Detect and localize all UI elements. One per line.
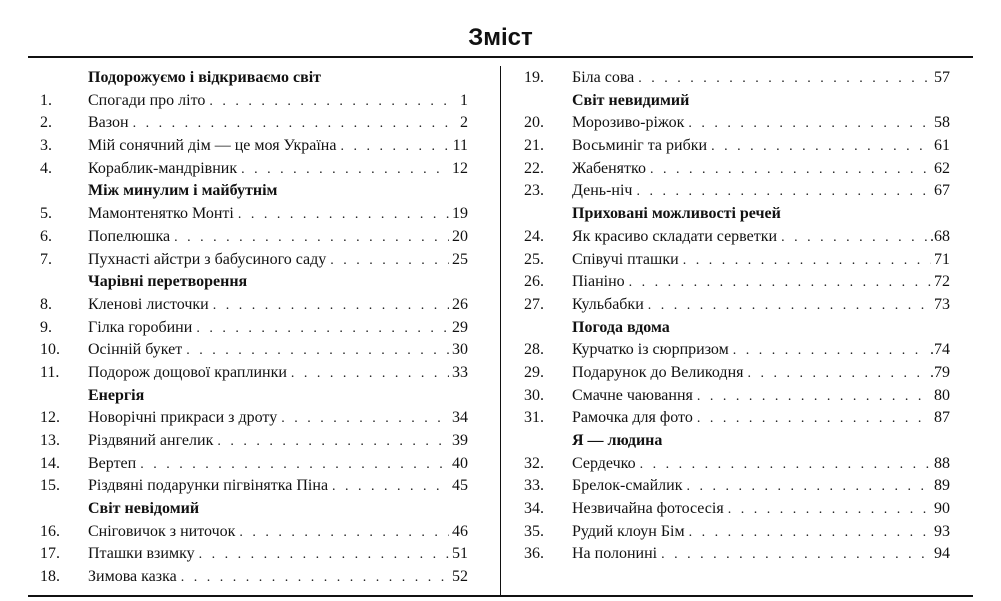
entry-title: Різдвяний ангелик <box>88 432 214 449</box>
entry-number: 15. <box>40 477 60 495</box>
entry-line <box>88 543 468 567</box>
toc-entry <box>40 543 468 566</box>
entry-number: 30. <box>524 386 544 404</box>
toc-entry <box>40 249 468 272</box>
entry-title: Смачне чаювання <box>572 386 693 404</box>
entry-title: Кленові листочки <box>88 295 209 313</box>
dot-leader <box>650 159 931 182</box>
entry-page-number: 40 <box>452 454 468 472</box>
entry-line <box>88 430 468 454</box>
entry-page-number: 87 <box>934 409 950 427</box>
entry-title: Новорічні прикраси з дроту <box>88 409 278 427</box>
entry-title: На полонині <box>572 545 658 563</box>
entry-number: 6. <box>40 227 52 245</box>
dot-leader <box>217 431 449 454</box>
dot-leader <box>661 544 931 567</box>
dot-leader <box>241 159 449 182</box>
dot-leader <box>689 522 931 545</box>
toc-entry <box>522 67 950 90</box>
toc-entry <box>40 112 468 135</box>
entry-page-number: 30 <box>452 341 468 359</box>
entry-page-number: 25 <box>452 250 468 268</box>
toc-entry <box>522 112 950 135</box>
entry-line <box>88 90 468 114</box>
entry-number: 10. <box>40 341 60 359</box>
entry-line <box>572 135 950 159</box>
entry-number: 12. <box>40 409 60 427</box>
section-title: Подорожуємо і відкриваємо світ <box>88 69 322 86</box>
entry-line <box>572 158 950 182</box>
entry-line <box>572 180 950 204</box>
entry-line <box>572 475 950 499</box>
entry-line <box>572 498 950 522</box>
dot-leader <box>238 204 449 227</box>
toc-entry <box>522 294 950 317</box>
entry-number: 9. <box>40 318 52 336</box>
top-rule <box>28 56 973 58</box>
entry-number: 14. <box>40 454 60 472</box>
entry-page-number: 2 <box>460 114 468 132</box>
entry-number: 13. <box>40 432 60 449</box>
toc-section-heading <box>522 203 950 226</box>
dot-leader <box>686 476 931 499</box>
entry-line <box>88 362 468 386</box>
dot-leader <box>332 476 449 499</box>
toc-entry <box>522 453 950 476</box>
dot-leader <box>728 499 931 522</box>
entry-title: Спогади про літо <box>88 91 206 109</box>
entry-line <box>88 566 468 590</box>
section-title: Світ невідомий <box>88 500 200 518</box>
toc-section-heading <box>522 317 950 340</box>
toc-entry <box>40 475 468 498</box>
toc-entry <box>522 135 950 158</box>
entry-line <box>88 521 468 545</box>
entry-title: Курчатко із сюрпризом <box>572 341 729 359</box>
dot-leader <box>781 227 927 250</box>
entry-number: 29. <box>524 363 544 381</box>
entry-page-number: .68 <box>930 227 950 245</box>
entry-page-number: 73 <box>934 295 950 313</box>
dot-leader <box>688 113 931 136</box>
toc-section-heading <box>40 385 468 408</box>
toc-entry <box>522 339 950 362</box>
entry-line <box>88 226 468 250</box>
entry-title: Попелюшка <box>88 227 171 245</box>
entry-page-number: 11 <box>452 137 468 155</box>
entry-title: Жабенятко <box>572 159 646 177</box>
toc-entry <box>40 566 468 589</box>
toc-entry <box>40 407 468 430</box>
dot-leader <box>697 408 931 431</box>
toc-section-heading <box>40 498 468 521</box>
toc-entry <box>522 521 950 544</box>
entry-line <box>88 475 468 499</box>
entry-title: Як красиво складати серветки <box>572 227 778 245</box>
toc-entry <box>522 498 950 521</box>
entry-number: 20. <box>524 114 544 132</box>
entry-page-number: 51 <box>452 545 468 563</box>
entry-title: Біла сова <box>572 69 635 86</box>
entry-number: 19. <box>524 69 544 86</box>
entry-line <box>88 112 468 136</box>
entry-number: 1. <box>40 91 52 109</box>
entry-page-number: 45 <box>452 477 468 495</box>
dot-leader <box>330 250 449 273</box>
entry-line <box>572 453 950 477</box>
entry-page-number: .79 <box>930 363 950 381</box>
toc-entry <box>40 430 468 453</box>
entry-line <box>572 67 950 91</box>
dot-leader <box>648 295 931 318</box>
entry-title: День-ніч <box>572 182 633 200</box>
entry-page-number: 52 <box>452 568 468 586</box>
entry-page-number: 20 <box>452 227 468 245</box>
dot-leader <box>196 318 449 341</box>
section-title: Погода вдома <box>572 318 670 336</box>
entry-number: 11. <box>40 363 60 381</box>
entry-title: Вазон <box>88 114 129 132</box>
entry-line <box>572 294 950 318</box>
entry-number: 17. <box>40 545 60 563</box>
entry-number: 7. <box>40 250 52 268</box>
entry-line <box>88 135 468 159</box>
entry-line <box>88 453 468 477</box>
entry-line <box>572 543 950 567</box>
dot-leader <box>640 454 931 477</box>
entry-number: 18. <box>40 568 60 586</box>
entry-number: 24. <box>524 227 544 245</box>
toc-entry <box>522 407 950 430</box>
entry-page-number: 58 <box>934 114 950 132</box>
bottom-rule <box>28 595 973 597</box>
entry-number: 21. <box>524 137 544 155</box>
entry-page-number: 29 <box>452 318 468 336</box>
dot-leader <box>636 181 931 204</box>
toc-entry <box>40 453 468 476</box>
toc-right-column <box>522 67 950 566</box>
entry-title: Восьминіг та рибки <box>572 137 708 155</box>
toc-entry <box>40 362 468 385</box>
dot-leader <box>213 295 449 318</box>
entry-line <box>572 112 950 136</box>
page-title: Зміст <box>468 24 533 51</box>
entry-title: Морозиво-ріжок <box>572 114 685 132</box>
dot-leader <box>181 567 449 590</box>
toc-entry <box>522 362 950 385</box>
toc-section-heading <box>40 67 468 90</box>
entry-line <box>88 317 468 341</box>
entry-title: Піаніно <box>572 273 625 291</box>
entry-page-number: 67 <box>934 182 950 200</box>
entry-number: 23. <box>524 182 544 200</box>
entry-page-number: 89 <box>934 477 950 495</box>
entry-number: 32. <box>524 454 544 472</box>
section-title: Між минулим і майбутнім <box>88 182 278 200</box>
entry-number: 4. <box>40 159 52 177</box>
toc-entry <box>522 180 950 203</box>
toc-entry <box>522 543 950 566</box>
toc-section-heading <box>40 180 468 203</box>
entry-line <box>88 158 468 182</box>
entry-number: 5. <box>40 205 52 223</box>
entry-line <box>572 362 950 386</box>
entry-line <box>88 249 468 273</box>
entry-page-number: 94 <box>934 545 950 563</box>
entry-number: 22. <box>524 159 544 177</box>
entry-number: 8. <box>40 295 52 313</box>
entry-line <box>88 203 468 227</box>
entry-number: 36. <box>524 545 544 563</box>
entry-page-number: 80 <box>934 386 950 404</box>
entry-page-number: 46 <box>452 522 468 540</box>
entry-title: Пташки взимку <box>88 545 195 563</box>
toc-entry <box>522 249 950 272</box>
entry-line <box>88 407 468 431</box>
entry-number: 33. <box>524 477 544 495</box>
dot-leader <box>209 91 457 114</box>
entry-line <box>572 249 950 273</box>
entry-page-number: .74 <box>930 341 950 359</box>
entry-title: Кораблик-мандрівник <box>88 159 238 177</box>
entry-page-number: 26 <box>452 295 468 313</box>
entry-title: Рудий клоун Бім <box>572 522 685 540</box>
toc-entry <box>40 135 468 158</box>
toc-entry <box>40 158 468 181</box>
entry-title: Рамочка для фото <box>572 409 693 427</box>
column-divider <box>500 66 501 595</box>
dot-leader <box>711 136 931 159</box>
dot-leader <box>291 363 449 386</box>
dot-leader <box>638 68 931 91</box>
entry-line <box>88 294 468 318</box>
section-title: Світ невидимий <box>572 91 690 109</box>
entry-page-number: 34 <box>452 409 468 427</box>
toc-entry <box>522 226 950 249</box>
entry-number: 34. <box>524 500 544 518</box>
section-title: Чарівні перетворення <box>88 273 248 291</box>
entry-page-number: 71 <box>934 250 950 268</box>
entry-title: Брелок-смайлик <box>572 477 683 495</box>
toc-entry <box>40 317 468 340</box>
dot-leader <box>239 522 449 545</box>
dot-leader <box>629 272 931 295</box>
entry-page-number: 93 <box>934 522 950 540</box>
entry-number: 3. <box>40 137 52 155</box>
entry-page-number: 12 <box>452 159 468 177</box>
dot-leader <box>199 544 449 567</box>
entry-title: Вертеп <box>88 454 137 472</box>
entry-title: Подорож дощової краплинки <box>88 363 287 381</box>
toc-entry <box>40 226 468 249</box>
dot-leader <box>281 408 449 431</box>
toc-section-heading <box>522 90 950 113</box>
toc-entry <box>40 90 468 113</box>
entry-line <box>572 521 950 545</box>
dot-leader <box>747 363 927 386</box>
entry-title: Мамонтенятко Монті <box>88 205 234 223</box>
section-title: Приховані можливості речей <box>572 205 781 223</box>
entry-page-number: 62 <box>934 159 950 177</box>
dot-leader <box>140 454 449 477</box>
entry-number: 2. <box>40 114 52 132</box>
entry-line <box>572 226 950 250</box>
entry-line <box>572 271 950 295</box>
entry-title: Пухнасті айстри з бабусиного саду <box>88 250 327 268</box>
entry-title: Сердечко <box>572 454 636 472</box>
entry-title: Подарунок до Великодня <box>572 363 744 381</box>
toc-entry <box>40 521 468 544</box>
entry-number: 26. <box>524 273 544 291</box>
dot-leader <box>133 113 457 136</box>
entry-page-number: 33 <box>452 363 468 381</box>
entry-line <box>572 385 950 409</box>
toc-section-heading <box>40 271 468 294</box>
toc-left-column <box>40 67 468 589</box>
entry-title: Різдвяні подарунки пігвінятка Піна <box>88 477 329 495</box>
dot-leader <box>683 250 931 273</box>
entry-title: Зимова казка <box>88 568 177 586</box>
section-title: Я — людина <box>572 432 663 449</box>
entry-page-number: 1 <box>460 91 468 109</box>
toc-entry <box>522 271 950 294</box>
toc-entry <box>522 385 950 408</box>
entry-title: Осінній букет <box>88 341 183 359</box>
dot-leader <box>174 227 449 250</box>
entry-page-number: 57 <box>934 69 950 86</box>
entry-line <box>88 339 468 363</box>
entry-page-number: 90 <box>934 500 950 518</box>
entry-title: Гілка горобини <box>88 318 193 336</box>
entry-line <box>572 339 950 363</box>
dot-leader <box>340 136 449 159</box>
entry-number: 27. <box>524 295 544 313</box>
entry-number: 25. <box>524 250 544 268</box>
entry-number: 16. <box>40 522 60 540</box>
entry-page-number: 61 <box>934 137 950 155</box>
entry-title: Сніговичок з ниточок <box>88 522 236 540</box>
entry-number: 35. <box>524 522 544 540</box>
section-title: Енергія <box>88 386 145 404</box>
entry-title: Мій сонячний дім — це моя Україна <box>88 137 337 155</box>
toc-entry <box>522 475 950 498</box>
dot-leader <box>697 386 931 409</box>
entry-title: Кульбабки <box>572 295 644 313</box>
entry-page-number: 88 <box>934 454 950 472</box>
entry-title: Співучі пташки <box>572 250 679 268</box>
toc-entry <box>40 203 468 226</box>
toc-section-heading <box>522 430 950 453</box>
dot-leader <box>733 340 927 363</box>
entry-page-number: 39 <box>452 432 468 449</box>
entry-line <box>572 407 950 431</box>
entry-title: Незвичайна фотосесія <box>572 500 724 518</box>
entry-number: 28. <box>524 341 544 359</box>
entry-number: 31. <box>524 409 544 427</box>
toc-entry <box>522 158 950 181</box>
entry-page-number: 72 <box>934 273 950 291</box>
dot-leader <box>186 340 449 363</box>
toc-entry <box>40 339 468 362</box>
toc-entry <box>40 294 468 317</box>
entry-page-number: 19 <box>452 205 468 223</box>
